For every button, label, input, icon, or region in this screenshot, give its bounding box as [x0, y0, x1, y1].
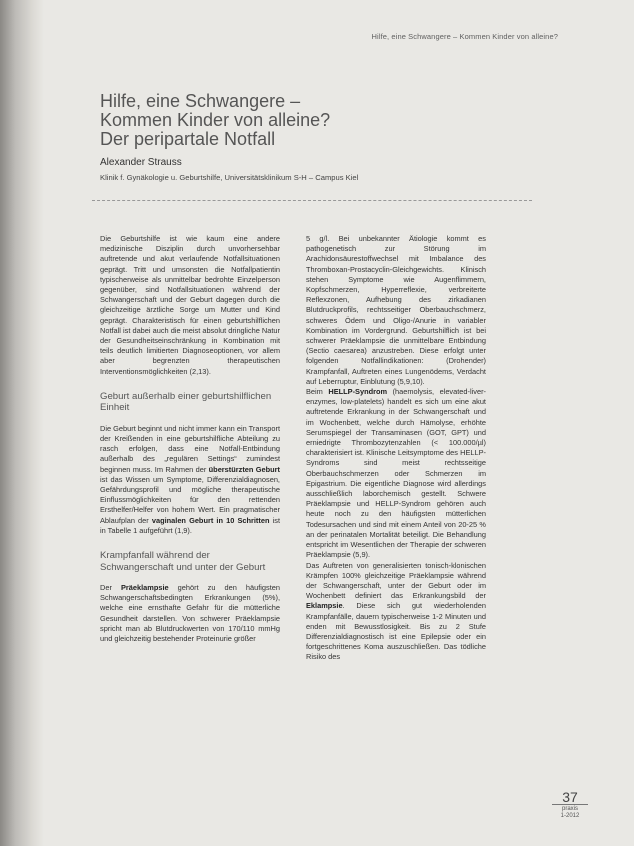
- article-title-line: Der peripartale Notfall: [100, 129, 276, 149]
- page-folio: [548, 790, 592, 820]
- page-number: 37: [562, 789, 578, 805]
- text-run: Das Auftreten von generalisierten tonisch-klonischen Krämpfen 100% gleichzeitige Präeklampsie während der Schwangerschaft, unter der Geburt oder im Wochenbett definiert das Erkrankungsbild der: [306, 560, 486, 601]
- text-run: gehört zu den häufigsten Schwangerschaftsbedingten Erkrankungen (5%), welche eine ernsthafte Gefahr für die mütterliche Gesundheit darstellen. Von schwerer Präeklampsie spricht man ab Blutdruckwerten von 170/110 mmHg und gleichzeitig bestehender Proteinurie größer: [100, 583, 280, 644]
- text-run: Die Geburt beginnt und nicht immer kann ein Transport der Kreißenden in eine geburtshilfliche Abteilung zu rasch erfolgen, dass eine Notfall-Entbindung außerhalb des „regulären Settings“ zumindest beginnen muss. Im Rahmen der: [100, 423, 280, 474]
- article-title-line: Kommen Kinder von alleine?: [100, 110, 331, 130]
- running-header: Hilfe, eine Schwangere – Kommen Kinder von alleine?: [371, 32, 558, 41]
- book-binding-shadow: [0, 0, 44, 846]
- article-title-line: Hilfe, eine Schwangere –: [100, 91, 301, 111]
- left-column: [100, 234, 280, 644]
- article-title: [100, 92, 460, 149]
- text-run: Beim: [306, 387, 329, 397]
- text-run: ist in Tabelle 1 aufgeführt (1,9).: [100, 515, 280, 535]
- section-heading: Krampfanfall während der Schwangerschaft und unter der Geburt: [100, 550, 266, 573]
- text-run: . Diese sich gut wiederholenden Krampfanfälle, dauern typischerweise 1-2 Minuten und enden mit Bewusstlosigkeit. Bis zu 2 Stufe Differenzialdiagnostisch ist eine Epilepsie oder ein fortgeschrittenes Koma auszuschließen. Das tödliche Risiko des: [306, 601, 486, 662]
- body-paragraph: 5 g/l. Bei unbekannter Ätiologie kommt es pathogenetisch zur Störung im Arachidonsäurestoffwechsel mit Imbalance des Thromboxan-Prostacyclin-Gleichgewichts. Klinisch stehen Symptome wie Augenflimmern, Kopfschmerzen, Hyperreflexie, verbreiterte Reflexzonen, Aufhebung des zirkadianen Blutdruckprofils, rechtsseitiger Oberbauchschmerz, schweres Ödem und Oligo-/Anurie in variabler Kombination im Vordergrund. Geburtshilflich ist bei schwerer Präeklampsie die unmittelbare Entbindung (Sectio caesarea) anzustreben. Diese erfolgt unter folgenden Notfallindikationen: (Drohender) Krampfanfall, Auftreten eines Lungenödems, Verdacht auf Leberruptur, Einblutung (5,9,10).: [306, 234, 486, 386]
- bold-term: überstürzten Geburt: [208, 464, 280, 474]
- journal-name: praxis: [561, 806, 578, 812]
- header-divider: [92, 200, 532, 201]
- body-paragraph: [100, 583, 280, 644]
- bold-term: HELLP-Syndrom: [328, 387, 388, 397]
- author-affiliation: Klinik f. Gynäkologie u. Geburtshilfe, Universitätsklinikum S-H – Campus Kiel: [100, 173, 359, 182]
- body-paragraph: Die Geburtshilfe ist wie kaum eine andere medizinische Disziplin durch unvorhersehbar auftretende und akut verlaufende Notfallsituationen geprägt. Tritt und umsonsten die Notfallpatientin typischerweise als unmittelbar bedrohte Einzelperson gegenüber, sind Notfallsituationen während der Schwangerschaft und der Geburt dagegen durch die gleichzeitige ärztliche Sorge um Mutter und Kind geprägt. Charakteristisch für einen geburtshilflichen Notfall ist dabei auch die meist absolut dringliche Natur der Gesundheitseinschränkung in Kombination mit teils deutlich limitierten Diagnoseoptionen, vor allem aber begrenzten therapeutischen Interventionsmöglichkeiten (2,13).: [100, 234, 280, 376]
- body-paragraph: [100, 424, 280, 536]
- journal-issue: 1-2012: [560, 813, 580, 819]
- text-run: ist das Wissen um Symptome, Differenzialdiagnosen, Gefährdungsprofil und mögliche therapeutische Einflussmöglichkeiten für den rettenden Ersthelfer/Helfer von hohem Wert. Ein pragmatischer Ablaufplan der: [100, 474, 280, 525]
- text-run: Der: [100, 583, 121, 593]
- bold-term: Eklampsie: [306, 601, 343, 611]
- bold-term: vaginalen Geburt in 10 Schritten: [151, 515, 270, 525]
- author-name: Alexander Strauss: [100, 157, 182, 168]
- body-paragraph: [306, 387, 486, 560]
- bold-term: Präeklampsie: [120, 583, 169, 593]
- body-paragraph: [306, 561, 486, 663]
- section-heading: Geburt außerhalb einer geburtshilflichen Einheit: [100, 390, 272, 414]
- text-run: (haemolysis, elevated-liver-enzymes, low-platelets) handelt es sich um eine akut auftretende Erkrankung in der Schwangerschaft und im Wochenbett, welche durch Hämolyse, erhöhte Serumspiegel der Transaminasen (GOT, GPT) und erniedrigte Thrombozytenzahlen (< 100.000/µl) charakterisiert ist. Klinische Leitsymptome des HELLP-Syndroms sind meist rechtsseitige Oberbauchschmerzen oder Schmerzen im Epigastrium. Die eigentliche Diagnose wird allerdings ausschließlich laborchemisch gestellt. Schwere Präeklampsie und HELLP-Syndrom gehören auch heute noch zu den häufigsten mütterlichen Todesursachen und sind mit einem Anteil von 20-25 % an der perinatalen Mortalität beteiligt. Die Behandlung entspricht im Wesentlichen der Therapie der schweren Präeklampsie (5,9).: [306, 387, 486, 560]
- right-column: [306, 234, 486, 663]
